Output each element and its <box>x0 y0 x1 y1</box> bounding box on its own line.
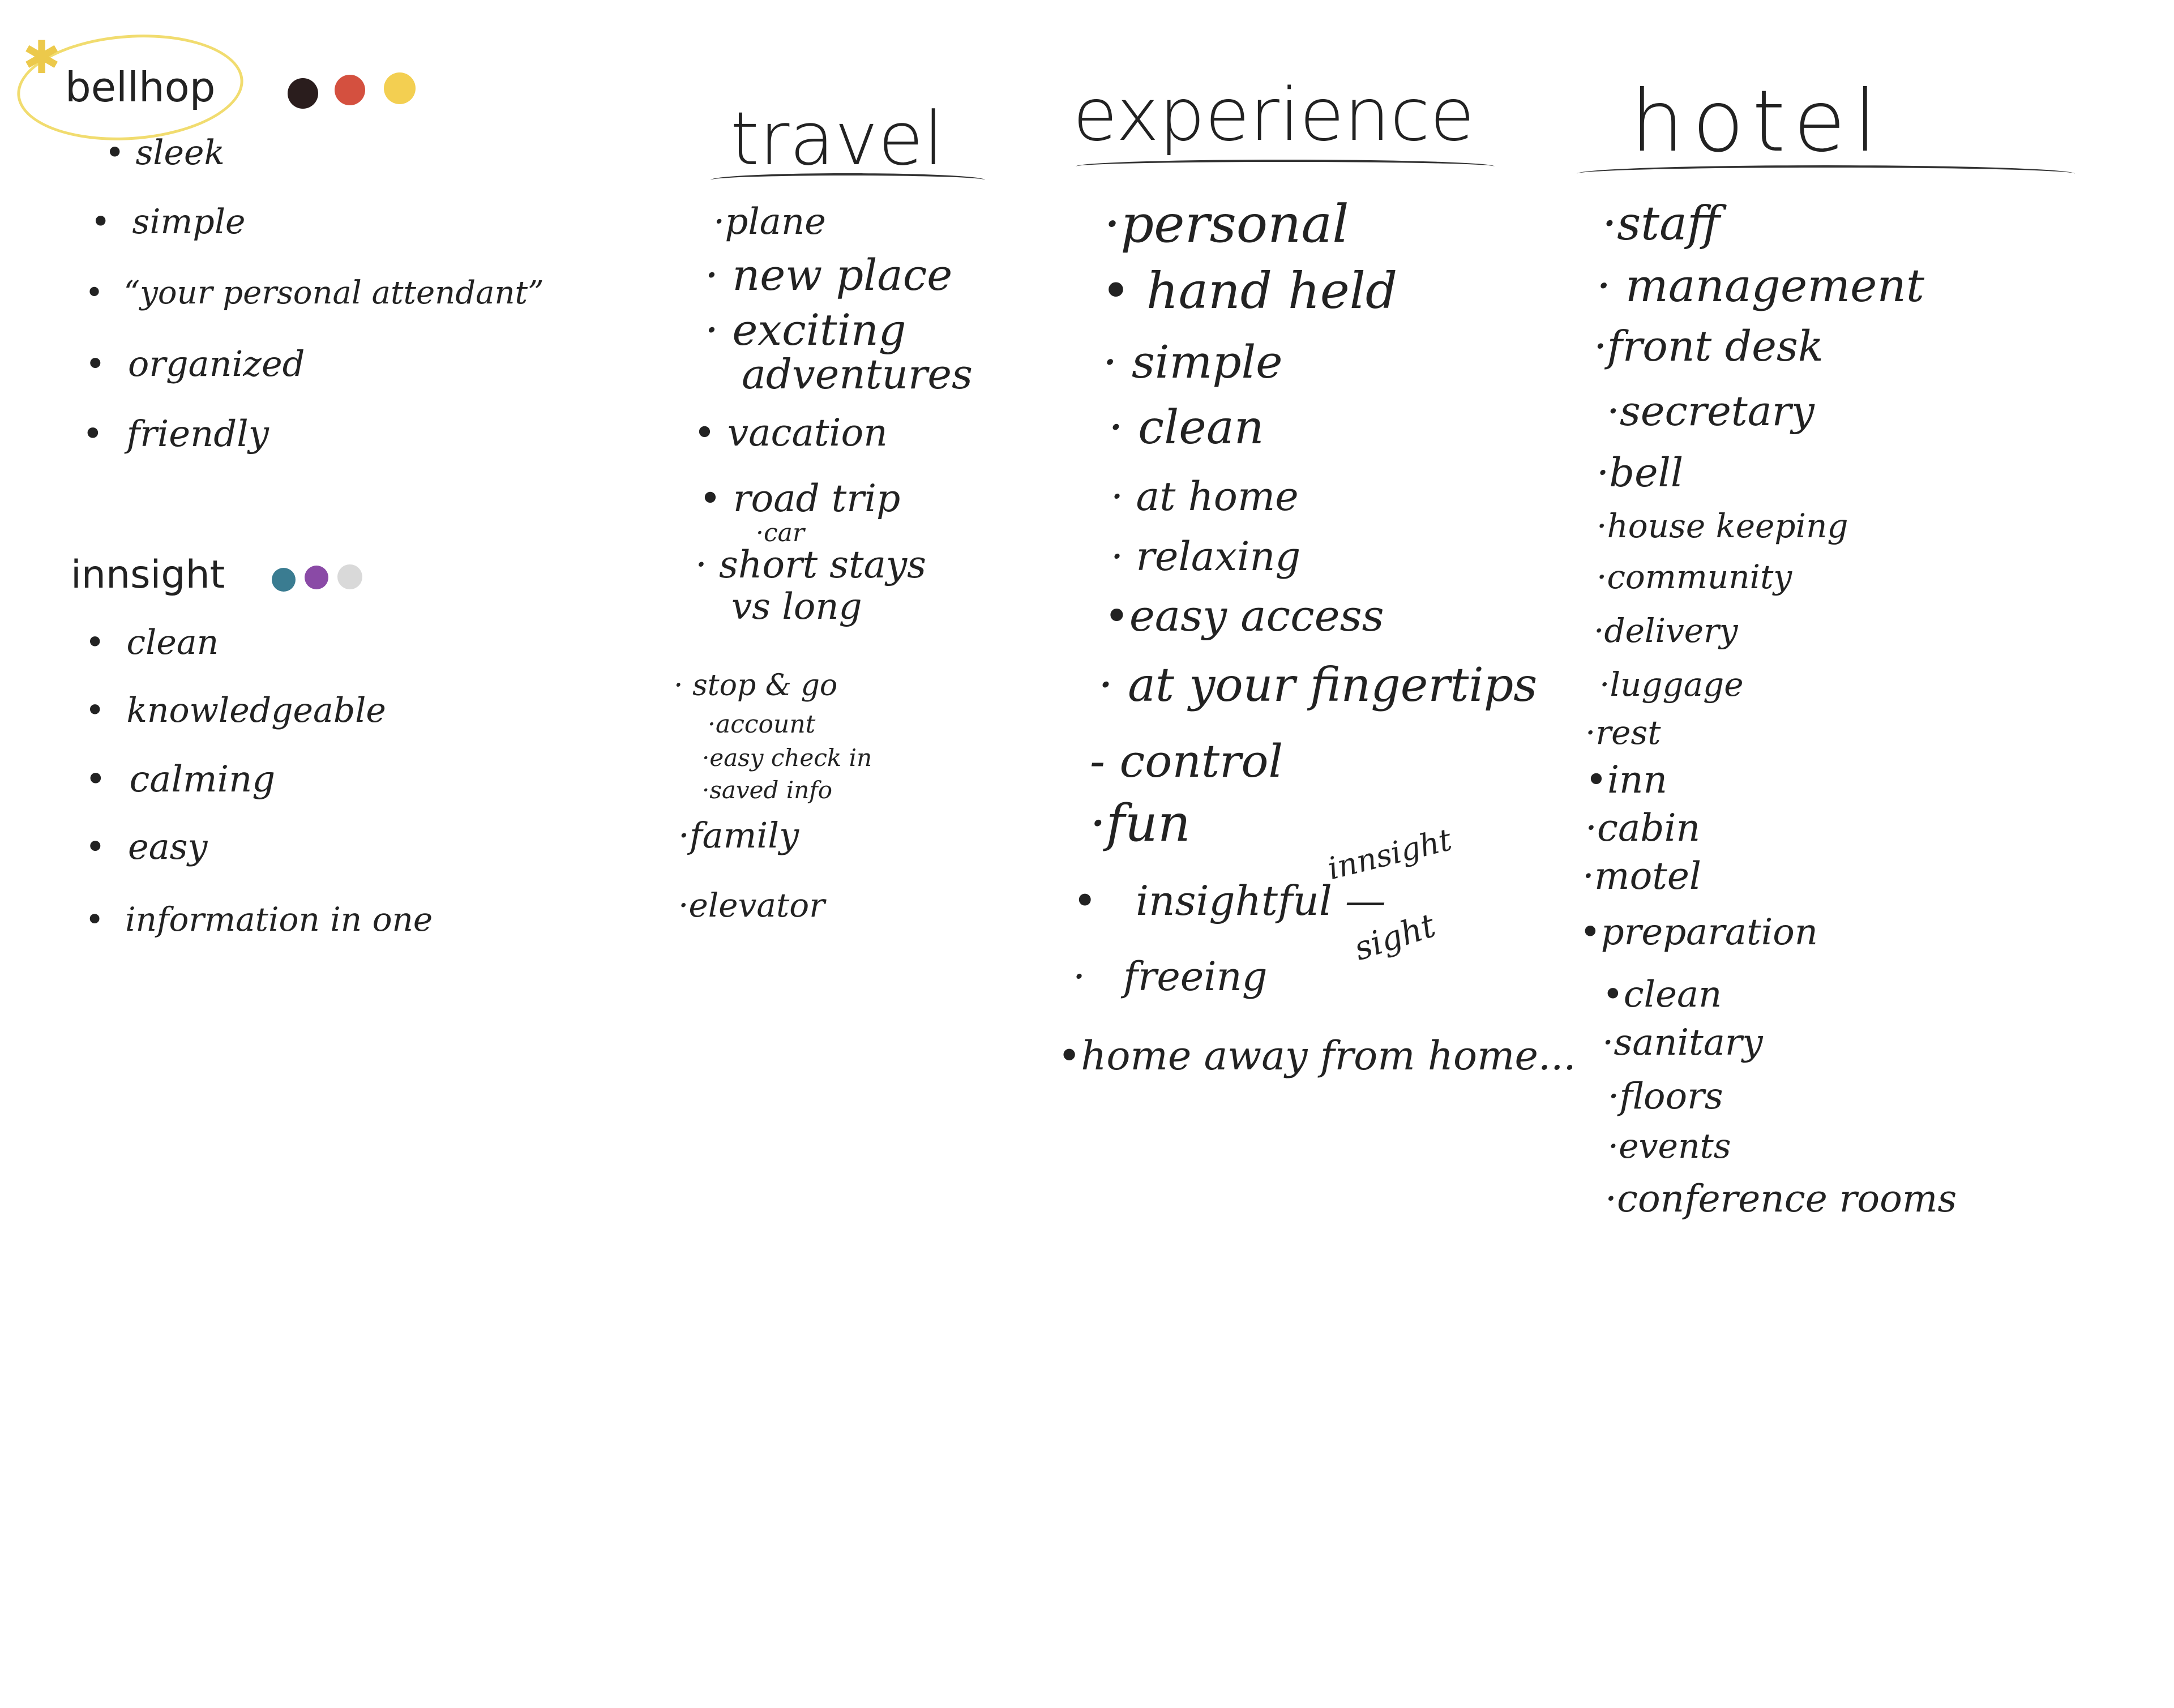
list-item: ·rest <box>1585 713 1661 752</box>
list-item: • knowledgeable <box>85 691 386 730</box>
innsight-swatch-1 <box>272 568 296 592</box>
list-item: · short stays <box>695 543 927 587</box>
list-item: • friendly <box>82 413 269 455</box>
list-item: • information in one <box>85 900 433 939</box>
list-item: ·events <box>1608 1127 1731 1166</box>
list-item: ·delivery <box>1594 611 1738 650</box>
list-item: ·fun <box>1090 794 1191 853</box>
list-item: ·family <box>678 815 799 856</box>
list-item: ·motel <box>1582 854 1701 898</box>
list-item: • hand held <box>1101 262 1398 320</box>
list-item: · new place <box>705 250 953 300</box>
list-item: ·cabin <box>1585 806 1701 850</box>
list-item: ·front desk <box>1594 322 1824 371</box>
list-item: • “your personal attendant” <box>85 275 544 311</box>
list-item: · stop & go <box>674 669 838 703</box>
list-item: · freeing <box>1073 953 1268 1000</box>
list-item: • simple <box>91 202 246 242</box>
bellhop-title: bellhop <box>65 63 216 111</box>
list-item: ·staff <box>1602 197 1721 251</box>
list-item: adventures <box>742 350 973 398</box>
annotation-text: innsight <box>1324 821 1456 887</box>
innsight-title: innsight <box>71 553 225 597</box>
list-item: ·floors <box>1608 1076 1723 1118</box>
list-item: • sleek <box>105 133 225 173</box>
list-item: •inn <box>1585 758 1668 802</box>
list-item: •easy access <box>1104 590 1384 641</box>
bellhop-swatch-1 <box>288 78 318 109</box>
list-item: ·community <box>1597 558 1792 596</box>
list-item: ·conference rooms <box>1605 1177 1957 1221</box>
innsight-swatch-3 <box>337 564 362 589</box>
list-item: •home away from home... <box>1058 1033 1576 1079</box>
hotel-heading: hotel <box>1630 72 1885 171</box>
list-item: •clean <box>1602 974 1722 1016</box>
list-item: ·saved info <box>702 776 833 804</box>
innsight-swatch-2 <box>305 566 328 589</box>
travel-underline <box>711 173 985 187</box>
list-item: ·car <box>756 519 804 547</box>
list-item: • vacation <box>694 411 888 455</box>
list-item: ·account <box>708 710 816 739</box>
list-item: ·easy check in <box>702 744 872 772</box>
list-item: • insightful — <box>1073 877 1386 924</box>
list-item: · simple <box>1103 336 1283 388</box>
list-item: ·elevator <box>678 886 825 924</box>
list-item: · clean <box>1109 401 1264 455</box>
hotel-underline <box>1577 165 2075 182</box>
bellhop-swatch-3 <box>384 72 416 104</box>
list-item: vs long <box>731 586 862 628</box>
list-item: ·luggage <box>1599 665 1744 704</box>
list-item: • organized <box>85 343 305 384</box>
experience-heading: experience <box>1073 73 1475 157</box>
list-item: ·bell <box>1597 450 1684 496</box>
list-item: •preparation <box>1580 911 1818 953</box>
list-item: · relaxing <box>1111 533 1301 580</box>
list-item: · management <box>1597 259 1925 312</box>
list-item: • clean <box>85 623 219 662</box>
bellhop-swatch-2 <box>335 75 365 105</box>
list-item: ·plane <box>713 201 827 243</box>
list-item: · exciting <box>705 305 906 355</box>
experience-underline <box>1076 160 1495 173</box>
list-item: ·secretary <box>1607 387 1814 435</box>
list-item: - control <box>1090 735 1283 787</box>
sparkle-icon: ✱ <box>23 31 61 84</box>
list-item: ·house keeping <box>1597 507 1848 545</box>
list-item: · at your fingertips <box>1098 658 1538 712</box>
list-item: ·sanitary <box>1602 1022 1763 1064</box>
annotation-text: sight <box>1349 906 1440 968</box>
list-item: • easy <box>85 826 208 867</box>
list-item: ·personal <box>1104 194 1349 254</box>
travel-heading: travel <box>730 96 944 182</box>
list-item: • road trip <box>699 477 901 520</box>
list-item: • calming <box>85 759 276 801</box>
list-item: · at home <box>1111 473 1299 520</box>
